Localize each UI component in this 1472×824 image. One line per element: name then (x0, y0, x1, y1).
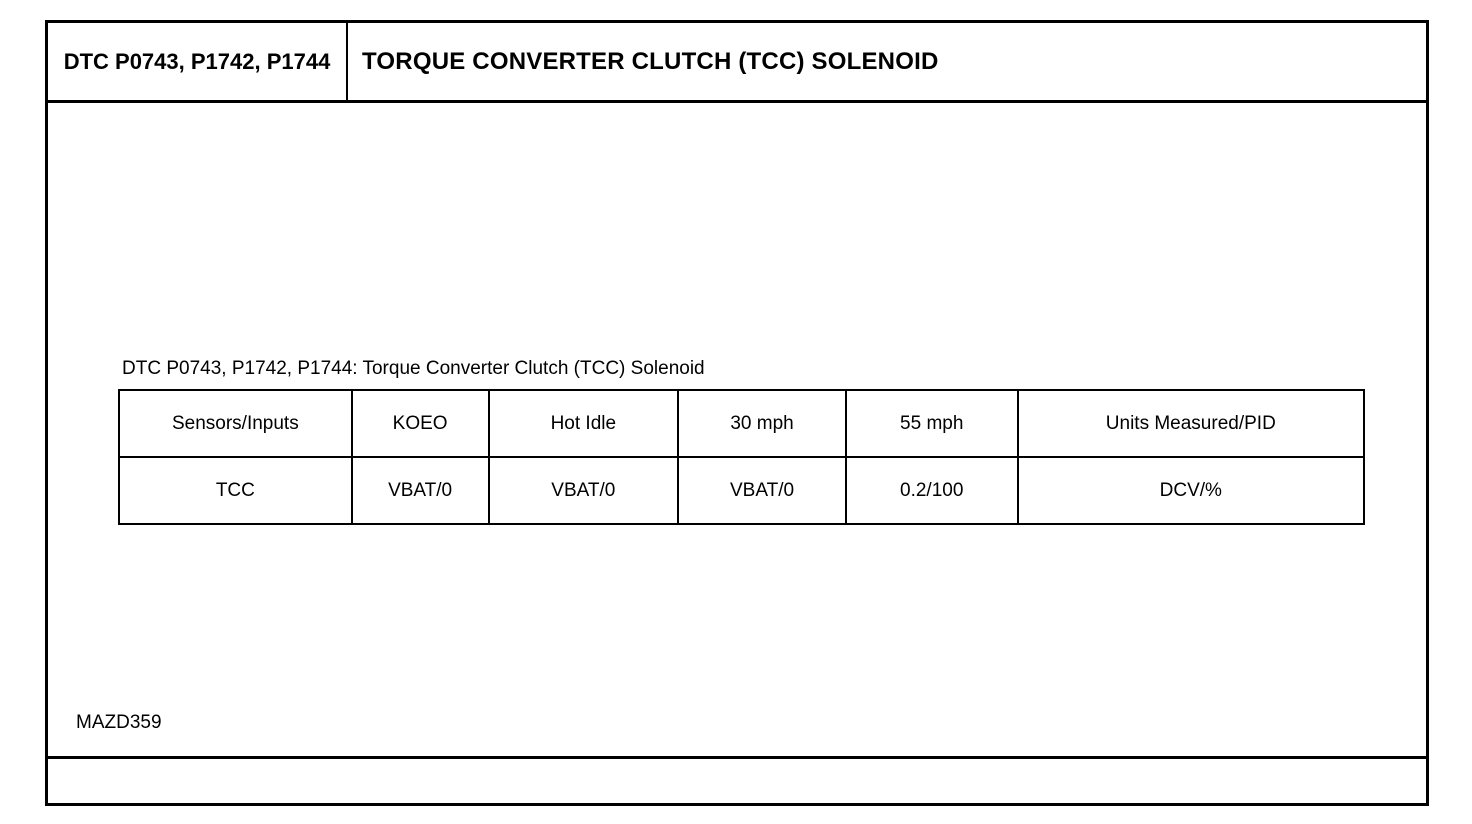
cell-sensor: TCC (119, 457, 352, 524)
document-frame (45, 20, 1429, 806)
header-cell-55-mph: 55 mph (846, 390, 1018, 457)
title-cell (348, 23, 1426, 100)
figure-id: MAZD359 (76, 712, 162, 733)
cell-units: DCV/% (1018, 457, 1364, 524)
header-cell-sensors-inputs: Sensors/Inputs (119, 390, 352, 457)
dtc-code-cell (48, 23, 348, 100)
header-cell-30-mph: 30 mph (678, 390, 846, 457)
table-row (119, 457, 1364, 524)
page-title: TORQUE CONVERTER CLUTCH (TCC) SOLENOID (362, 47, 939, 75)
table-header-row (119, 390, 1364, 457)
footer-divider (48, 756, 1426, 759)
table-caption: DTC P0743, P1742, P1744: Torque Converter Clutch (TCC) Solenoid (122, 358, 705, 379)
header-cell-units-measured: Units Measured/PID (1018, 390, 1364, 457)
dtc-codes: DTC P0743, P1742, P1744 (63, 48, 331, 74)
header-cell-hot-idle: Hot Idle (489, 390, 679, 457)
cell-hot-idle: VBAT/0 (489, 457, 679, 524)
data-table (118, 389, 1365, 525)
header-cell-koeo: KOEO (352, 390, 489, 457)
cell-koeo: VBAT/0 (352, 457, 489, 524)
cell-30-mph: VBAT/0 (678, 457, 846, 524)
cell-55-mph: 0.2/100 (846, 457, 1018, 524)
header-bar (48, 23, 1426, 103)
